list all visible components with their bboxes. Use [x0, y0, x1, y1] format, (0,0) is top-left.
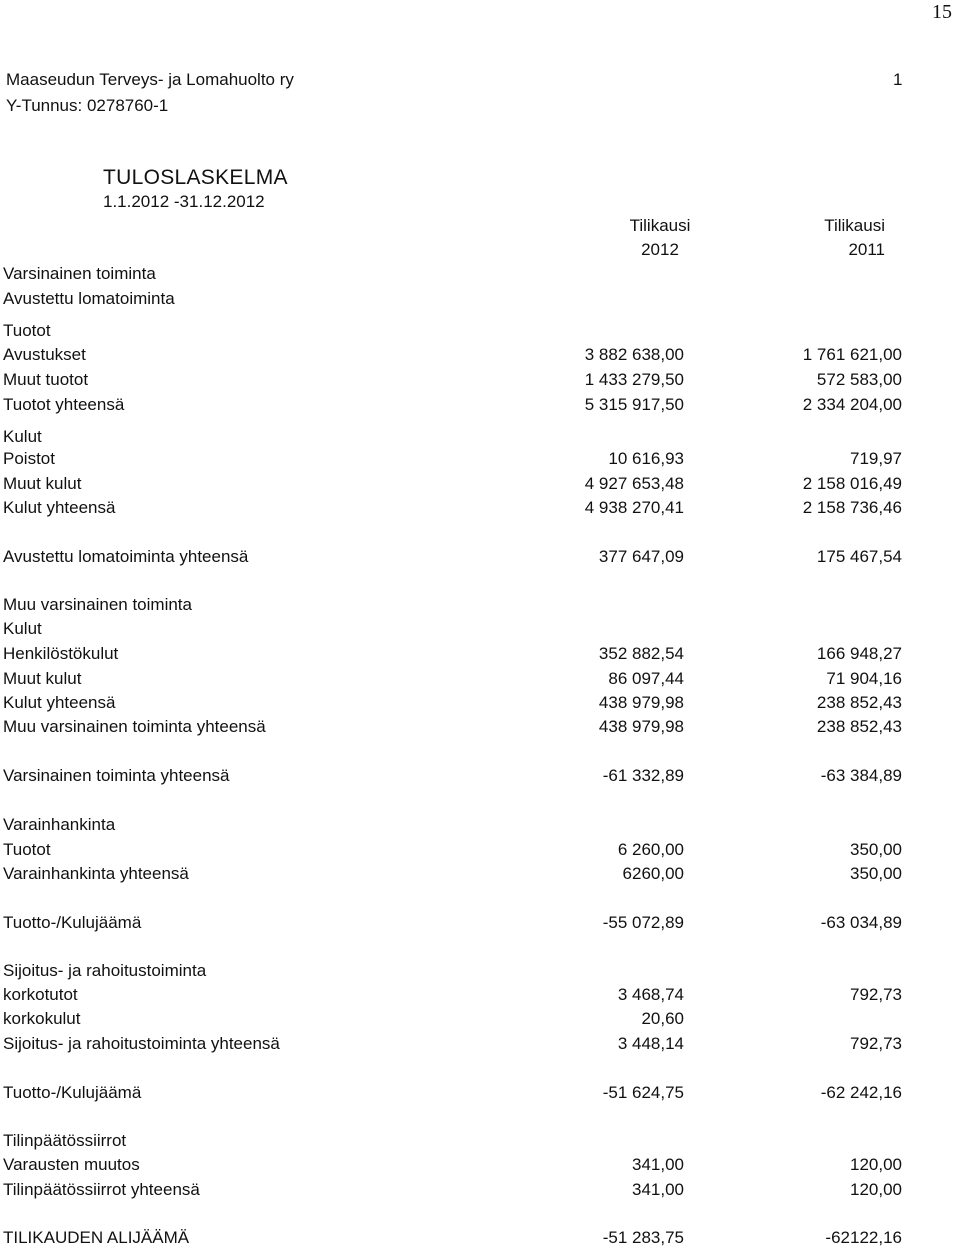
table-row [0, 1179, 960, 1201]
row-label: Muut kulut [3, 474, 82, 493]
value-2012: 3 468,74 [617, 985, 684, 1004]
row-label: Tuotot [3, 321, 51, 340]
value-2012: 1 433 279,50 [584, 370, 684, 389]
table-row [0, 473, 960, 495]
table-row [0, 839, 960, 861]
value-2011: 572 583,00 [816, 370, 902, 389]
value-2012: 6260,00 [622, 864, 684, 883]
value-2011: 166 948,27 [816, 644, 902, 663]
row-label: Varausten muutos [3, 1155, 140, 1174]
table-row [0, 1154, 960, 1176]
table-row [0, 497, 960, 519]
value-2012: 3 448,14 [617, 1034, 684, 1053]
row-label: Avustukset [3, 345, 86, 364]
value-2011: 2 158 016,49 [802, 474, 902, 493]
row-label: Muu varsinainen toiminta yhteensä [3, 717, 266, 736]
value-2011: 175 467,54 [816, 547, 902, 566]
row-label: Muu varsinainen toiminta [3, 595, 192, 614]
value-2012: 341,00 [632, 1180, 684, 1199]
row-label: Varainhankinta [3, 815, 116, 834]
value-2011: -62122,16 [825, 1228, 902, 1247]
row-label: Kulut [3, 619, 42, 638]
row-label: Sijoitus- ja rahoitustoiminta [3, 961, 207, 980]
value-2012: 20,60 [641, 1009, 684, 1028]
value-2011: -63 034,89 [820, 913, 902, 932]
row-label: Tuotot [3, 840, 51, 859]
table-row [0, 863, 960, 885]
column-2012-label: Tilikausi [629, 216, 691, 235]
row-label: Poistot [3, 449, 55, 468]
value-2011: 350,00 [850, 840, 902, 859]
table-row [0, 1227, 960, 1249]
row-label: Tuotot yhteensä [3, 395, 125, 414]
table-row [0, 668, 960, 690]
table-row [0, 1082, 960, 1104]
row-label: Varsinainen toiminta [3, 264, 156, 283]
row-label: Henkilöstökulut [3, 644, 119, 663]
table-row [0, 263, 960, 285]
value-2011: 792,73 [850, 1034, 902, 1053]
table-row [0, 960, 960, 982]
row-label: Muut kulut [3, 669, 82, 688]
table-row [0, 1033, 960, 1055]
row-label: Tuotto-/Kulujäämä [3, 913, 142, 932]
table-row [0, 426, 960, 448]
table-row [0, 984, 960, 1006]
table-row [0, 594, 960, 616]
value-2011: 719,97 [850, 449, 902, 468]
row-label: Avustettu lomatoiminta [3, 289, 175, 308]
row-label: Kulut yhteensä [3, 498, 116, 517]
value-2012: 10 616,93 [608, 449, 684, 468]
value-2011: 1 761 621,00 [802, 345, 902, 364]
row-label: Tilinpäätössiirrot yhteensä [3, 1180, 200, 1199]
row-label: Kulut yhteensä [3, 693, 116, 712]
value-2012: -51 283,75 [602, 1228, 684, 1247]
row-label: korkokulut [3, 1009, 81, 1028]
row-label: Tilinpäätössiirrot [3, 1131, 127, 1150]
column-2011-year: 2011 [848, 240, 885, 259]
value-2012: 5 315 917,50 [584, 395, 684, 414]
column-2011-label: Tilikausi [824, 216, 885, 235]
row-label: Varsinainen toiminta yhteensä [3, 766, 230, 785]
row-label: korkotutot [3, 985, 78, 1004]
table-row [0, 448, 960, 470]
business-id: Y-Tunnus: 0278760-1 [6, 96, 169, 115]
table-row [0, 320, 960, 342]
statement-period: 1.1.2012 -31.12.2012 [103, 192, 265, 211]
value-2011: 2 158 736,46 [802, 498, 902, 517]
table-row [0, 369, 960, 391]
value-2011: 2 334 204,00 [802, 395, 902, 414]
value-2011: -62 242,16 [820, 1083, 902, 1102]
row-label: Muut tuotot [3, 370, 89, 389]
row-label: Avustettu lomatoiminta yhteensä [3, 547, 249, 566]
value-2011: 238 852,43 [816, 693, 902, 712]
table-row [0, 288, 960, 310]
value-2012: 4 927 653,48 [584, 474, 684, 493]
value-2012: 86 097,44 [608, 669, 684, 688]
row-label: TILIKAUDEN ALIJÄÄMÄ [3, 1228, 190, 1247]
table-row [0, 643, 960, 665]
table-row [0, 716, 960, 738]
row-label: Sijoitus- ja rahoitustoiminta yhteensä [3, 1034, 280, 1053]
table-row [0, 692, 960, 714]
table-row [0, 912, 960, 934]
table-row [0, 1008, 960, 1030]
table-row [0, 618, 960, 640]
statement-title: TULOSLASKELMA [103, 166, 288, 189]
value-2012: -61 332,89 [602, 766, 684, 785]
value-2012: 438 979,98 [598, 693, 684, 712]
value-2011: 238 852,43 [816, 717, 902, 736]
value-2012: 438 979,98 [598, 717, 684, 736]
value-2011: -63 384,89 [820, 766, 902, 785]
value-2012: 4 938 270,41 [584, 498, 684, 517]
value-2012: -51 624,75 [602, 1083, 684, 1102]
row-label: Tuotto-/Kulujäämä [3, 1083, 142, 1102]
sheet-number: 1 [893, 70, 903, 89]
value-2011: 792,73 [850, 985, 902, 1004]
value-2011: 350,00 [850, 864, 902, 883]
organization-name: Maaseudun Terveys- ja Lomahuolto ry [6, 70, 294, 89]
column-2012-year: 2012 [641, 240, 679, 259]
value-2012: 6 260,00 [617, 840, 684, 859]
table-row [0, 344, 960, 366]
value-2011: 120,00 [850, 1155, 902, 1174]
table-row [0, 814, 960, 836]
table-row [0, 546, 960, 568]
value-2011: 120,00 [850, 1180, 902, 1199]
row-label: Kulut [3, 427, 42, 446]
value-2012: 3 882 638,00 [584, 345, 684, 364]
table-row [0, 394, 960, 416]
value-2012: 377 647,09 [598, 547, 684, 566]
page-number: 15 [932, 1, 952, 23]
table-row [0, 1130, 960, 1152]
value-2012: 352 882,54 [598, 644, 684, 663]
value-2012: 341,00 [632, 1155, 684, 1174]
table-row [0, 765, 960, 787]
row-label: Varainhankinta yhteensä [3, 864, 189, 883]
value-2012: -55 072,89 [602, 913, 684, 932]
value-2011: 71 904,16 [826, 669, 902, 688]
